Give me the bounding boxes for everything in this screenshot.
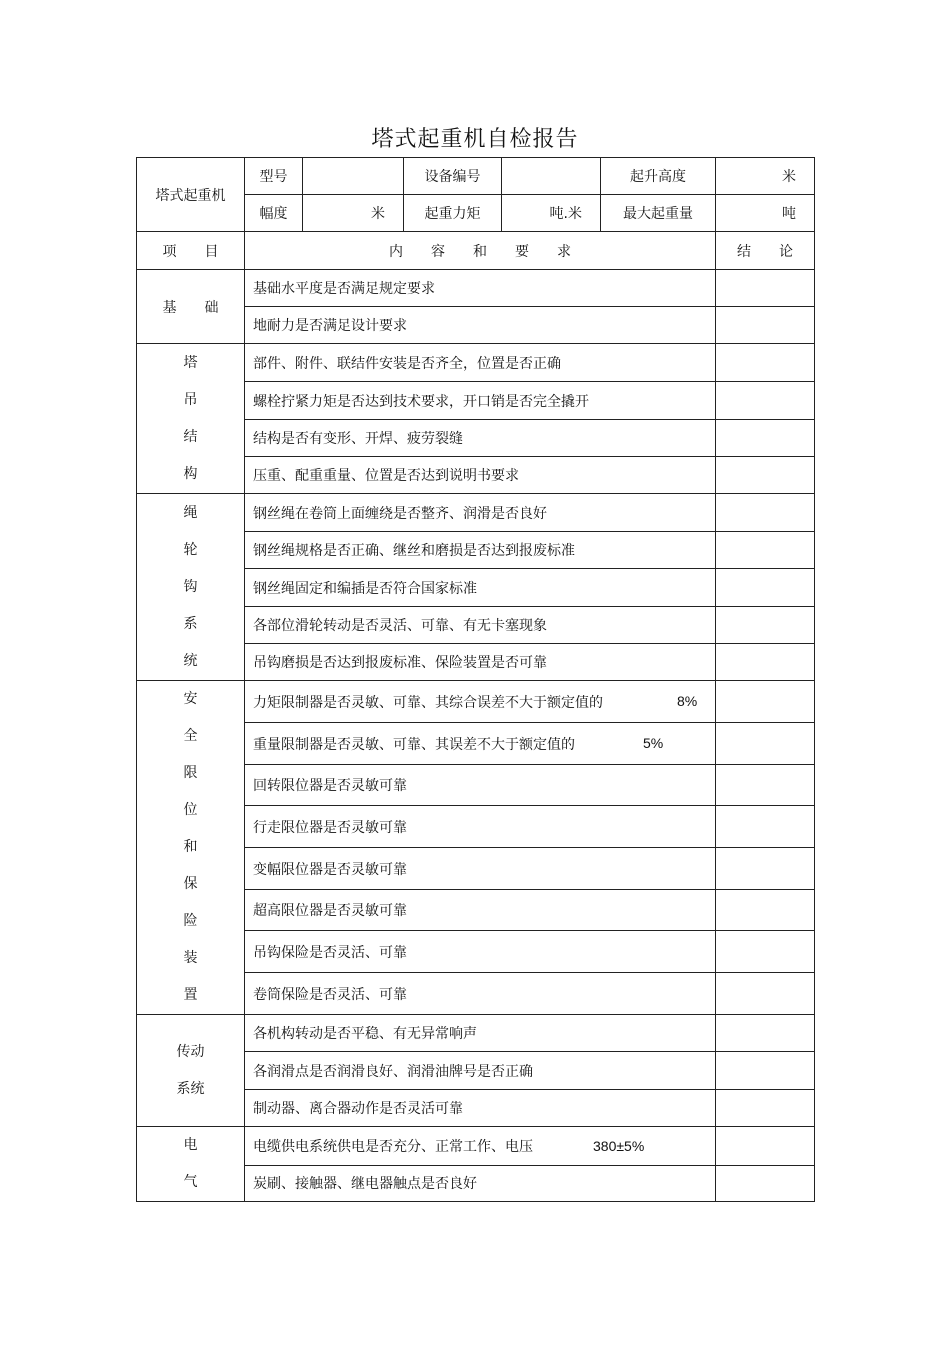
conclusion-cell[interactable] [716,973,815,1015]
item-column-header: 项 目 [137,232,245,270]
section-char: 安 [183,691,198,707]
conclusion-cell[interactable] [716,1052,815,1090]
conclusion-cell[interactable] [716,569,815,607]
column-header-row [137,232,815,270]
conclusion-cell[interactable] [716,890,815,931]
section-char: 统 [183,652,198,669]
requirement-text: 力矩限制器是否灵敏、可靠、其综合误差不大于额定值的 [253,694,603,711]
requirement-cell [245,681,716,723]
section-char: 吊 [183,391,198,408]
max-load-field[interactable]: 吨 [716,195,815,232]
section-char: 绳 [183,504,198,521]
requirement-value: 8% [677,693,698,709]
section-char: 全 [183,728,198,744]
conclusion-cell[interactable] [716,681,815,723]
requirement-cell: 压重、配重重量、位置是否达到说明书要求 [245,457,716,494]
section-char: 和 [183,839,198,855]
conclusion-cell[interactable] [716,494,815,532]
requirement-cell [245,1127,716,1166]
requirement-cell: 各润滑点是否润滑良好、润滑油牌号是否正确 [245,1052,716,1090]
header-row-1 [137,158,815,195]
requirement-text: 电缆供电系统供电是否充分、正常工作、电压 [253,1138,533,1155]
range-label: 幅度 [245,195,303,232]
requirement-cell: 各部位滑轮转动是否灵活、可靠、有无卡塞现象 [245,607,716,644]
section-char: 钩 [183,578,198,595]
moment-label: 起重力矩 [404,195,502,232]
section-char: 构 [183,465,198,482]
requirement-cell: 变幅限位器是否灵敏可靠 [245,848,716,890]
requirement-cell: 制动器、离合器动作是否灵活可靠 [245,1090,716,1127]
section-char: 置 [183,987,198,1003]
conclusion-cell[interactable] [716,1127,815,1166]
requirement-cell [245,723,716,765]
conclusion-column-header: 结 论 [716,232,815,270]
requirement-cell: 卷筒保险是否灵活、可靠 [245,973,716,1015]
section-rope-sheave-hook [137,494,245,681]
section-char: 传动 [176,1043,205,1060]
section-tower-structure [137,344,245,494]
conclusion-cell[interactable] [716,457,815,494]
table-row [137,270,815,307]
section-char: 系 [183,615,198,632]
requirement-cell: 钢丝绳规格是否正确、继丝和磨损是否达到报废标准 [245,532,716,569]
section-char: 装 [183,950,198,966]
requirement-cell: 钢丝绳固定和编插是否符合国家标准 [245,569,716,607]
section-electrical [137,1127,245,1202]
conclusion-cell[interactable] [716,723,815,765]
conclusion-cell[interactable] [716,1090,815,1127]
requirement-cell: 结构是否有变形、开焊、疲劳裂缝 [245,420,716,457]
conclusion-cell[interactable] [716,931,815,973]
conclusion-cell[interactable] [716,806,815,848]
requirement-cell: 基础水平度是否满足规定要求 [245,270,716,307]
range-field[interactable]: 米 [303,195,404,232]
section-char: 位 [183,802,198,818]
table-row [137,494,815,532]
conclusion-cell[interactable] [716,382,815,420]
section-safety-devices [137,681,245,1015]
requirement-cell: 钢丝绳在卷筒上面缠绕是否整齐、润滑是否良好 [245,494,716,532]
section-char: 电 [183,1137,198,1153]
section-char: 塔 [183,354,198,371]
section-char: 系统 [176,1080,205,1097]
machine-label: 塔式起重机 [137,158,245,232]
conclusion-cell[interactable] [716,644,815,681]
section-transmission [137,1015,245,1127]
conclusion-cell[interactable] [716,848,815,890]
requirement-cell: 地耐力是否满足设计要求 [245,307,716,344]
section-foundation: 基 础 [137,270,245,344]
requirement-value: 380±5% [593,1138,645,1154]
requirement-cell: 部件、附件、联结件安装是否齐全，位置是否正确 [245,344,716,382]
conclusion-cell[interactable] [716,270,815,307]
requirement-cell: 吊钩磨损是否达到报废标准、保险装置是否可靠 [245,644,716,681]
conclusion-cell[interactable] [716,532,815,569]
conclusion-cell[interactable] [716,420,815,457]
table-row [137,1015,815,1052]
table-row [137,344,815,382]
requirement-cell: 超高限位器是否灵敏可靠 [245,890,716,931]
serial-label: 设备编号 [404,158,502,195]
requirement-cell: 炭刷、接触器、继电器触点是否良好 [245,1165,716,1202]
moment-field[interactable]: 吨.米 [502,195,601,232]
conclusion-cell[interactable] [716,765,815,806]
content-column-header: 内 容 和 要 求 [245,232,716,270]
inspection-table [136,157,815,1202]
requirement-cell: 螺栓拧紧力矩是否达到技术要求，开口销是否完全撬开 [245,382,716,420]
conclusion-cell[interactable] [716,1165,815,1202]
requirement-cell: 各机构转动是否平稳、有无异常响声 [245,1015,716,1052]
requirement-cell: 回转限位器是否灵敏可靠 [245,765,716,806]
section-char: 险 [183,913,198,929]
model-field[interactable] [303,158,404,195]
section-char: 限 [183,765,198,781]
page-title: 塔式起重机自检报告 [371,127,579,152]
conclusion-cell[interactable] [716,1015,815,1052]
section-char: 轮 [183,541,198,558]
section-char: 结 [183,428,198,445]
requirement-text: 重量限制器是否灵敏、可靠、其误差不大于额定值的 [253,736,575,753]
section-char: 气 [183,1174,198,1190]
model-label: 型号 [245,158,303,195]
lift-height-field[interactable]: 米 [716,158,815,195]
conclusion-cell[interactable] [716,607,815,644]
requirement-value: 5% [643,735,664,751]
serial-field[interactable] [502,158,601,195]
lift-height-label: 起升高度 [601,158,716,195]
conclusion-cell[interactable] [716,307,815,344]
requirement-cell: 行走限位器是否灵敏可靠 [245,806,716,848]
conclusion-cell[interactable] [716,344,815,382]
table-row [137,681,815,723]
table-row [137,1127,815,1166]
section-char: 保 [183,876,198,892]
max-load-label: 最大起重量 [601,195,716,232]
requirement-cell: 吊钩保险是否灵活、可靠 [245,931,716,973]
